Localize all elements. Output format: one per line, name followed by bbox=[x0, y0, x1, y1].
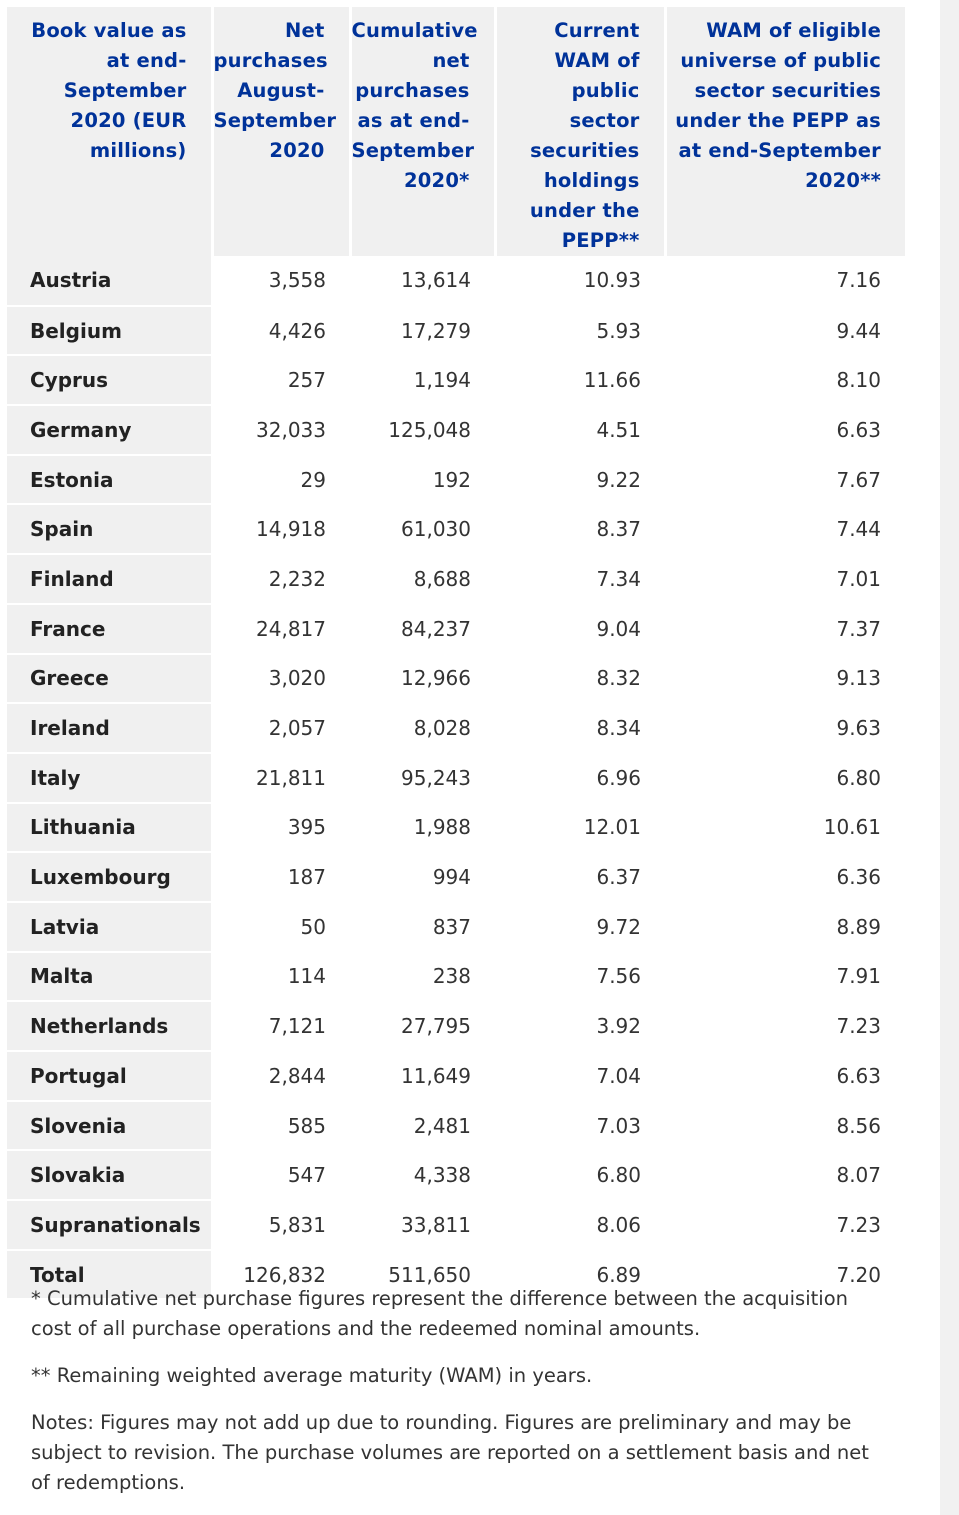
table-row bbox=[7, 852, 905, 902]
country-cell: Cyprus bbox=[7, 355, 212, 405]
net-purchases-cell: 2,057 bbox=[212, 703, 350, 753]
header-cumulative-net-purchases: Cumulative net purchases as at end-September 2020* bbox=[350, 7, 495, 256]
wam-universe-cell: 7.01 bbox=[665, 554, 905, 604]
country-cell: Estonia bbox=[7, 455, 212, 505]
net-purchases-cell: 21,811 bbox=[212, 753, 350, 803]
footnote-cumulative: * Cumulative net purchase figures represent the difference between the acquisition cost of all purchase operations and the redeemed nominal amounts. bbox=[31, 1287, 848, 1340]
wam-universe-cell: 7.23 bbox=[665, 1200, 905, 1250]
table-body bbox=[7, 256, 905, 1299]
cumulative-cell: 8,688 bbox=[350, 554, 495, 604]
pepp-holdings-table bbox=[7, 7, 905, 1300]
wam-holdings-cell: 10.93 bbox=[495, 256, 665, 306]
cumulative-cell: 994 bbox=[350, 852, 495, 902]
net-purchases-cell: 32,033 bbox=[212, 405, 350, 455]
country-cell: Latvia bbox=[7, 902, 212, 952]
wam-universe-cell: 7.20 bbox=[665, 1250, 905, 1300]
cumulative-cell: 11,649 bbox=[350, 1051, 495, 1101]
wam-universe-cell: 7.91 bbox=[665, 952, 905, 1002]
cumulative-cell: 837 bbox=[350, 902, 495, 952]
net-purchases-cell: 4,426 bbox=[212, 306, 350, 356]
cumulative-cell: 4,338 bbox=[350, 1150, 495, 1200]
wam-holdings-cell: 9.22 bbox=[495, 455, 665, 505]
wam-universe-cell: 8.89 bbox=[665, 902, 905, 952]
table-row bbox=[7, 753, 905, 803]
wam-holdings-cell: 7.03 bbox=[495, 1101, 665, 1151]
table-row bbox=[7, 306, 905, 356]
header-current-wam: Current WAM of public sector securities holdings under the PEPP** bbox=[495, 7, 665, 256]
table-row bbox=[7, 1001, 905, 1051]
net-purchases-cell: 2,232 bbox=[212, 554, 350, 604]
cumulative-cell: 13,614 bbox=[350, 256, 495, 306]
country-cell: Luxembourg bbox=[7, 852, 212, 902]
wam-holdings-cell: 6.80 bbox=[495, 1150, 665, 1200]
table-row bbox=[7, 703, 905, 753]
cumulative-cell: 192 bbox=[350, 455, 495, 505]
wam-universe-cell: 6.63 bbox=[665, 1051, 905, 1101]
wam-universe-cell: 7.44 bbox=[665, 504, 905, 554]
wam-holdings-cell: 3.92 bbox=[495, 1001, 665, 1051]
cumulative-cell: 1,194 bbox=[350, 355, 495, 405]
table-row bbox=[7, 455, 905, 505]
table-row bbox=[7, 256, 905, 306]
wam-universe-cell: 8.56 bbox=[665, 1101, 905, 1151]
country-cell: Belgium bbox=[7, 306, 212, 356]
wam-holdings-cell: 4.51 bbox=[495, 405, 665, 455]
table-row bbox=[7, 355, 905, 405]
country-cell: Ireland bbox=[7, 703, 212, 753]
net-purchases-cell: 3,020 bbox=[212, 654, 350, 704]
cumulative-cell: 61,030 bbox=[350, 504, 495, 554]
net-purchases-cell: 257 bbox=[212, 355, 350, 405]
table-row bbox=[7, 803, 905, 853]
wam-holdings-cell: 6.96 bbox=[495, 753, 665, 803]
net-purchases-cell: 3,558 bbox=[212, 256, 350, 306]
wam-universe-cell: 6.36 bbox=[665, 852, 905, 902]
country-cell: Greece bbox=[7, 654, 212, 704]
country-cell: Slovenia bbox=[7, 1101, 212, 1151]
wam-holdings-cell: 12.01 bbox=[495, 803, 665, 853]
wam-holdings-cell: 7.04 bbox=[495, 1051, 665, 1101]
footnote-notes: Notes: Figures may not add up due to rounding. Figures are preliminary and may be subject to revision. The purchase volumes are reported on a settlement basis and net of redemptions. bbox=[31, 1411, 869, 1494]
net-purchases-cell: 126,832 bbox=[212, 1250, 350, 1300]
cumulative-cell: 2,481 bbox=[350, 1101, 495, 1151]
cumulative-cell: 125,048 bbox=[350, 405, 495, 455]
wam-holdings-cell: 9.04 bbox=[495, 604, 665, 654]
wam-holdings-cell: 9.72 bbox=[495, 902, 665, 952]
country-cell: Supranationals bbox=[7, 1200, 212, 1250]
wam-holdings-cell: 8.06 bbox=[495, 1200, 665, 1250]
country-cell: France bbox=[7, 604, 212, 654]
wam-holdings-cell: 8.34 bbox=[495, 703, 665, 753]
table-row bbox=[7, 604, 905, 654]
wam-holdings-cell: 8.37 bbox=[495, 504, 665, 554]
header-wam-eligible-universe: WAM of eligible universe of public sector securities under the PEPP as at end-September 2020** bbox=[665, 7, 905, 256]
table-row bbox=[7, 1101, 905, 1151]
cumulative-cell: 17,279 bbox=[350, 306, 495, 356]
table-row bbox=[7, 1200, 905, 1250]
country-cell: Italy bbox=[7, 753, 212, 803]
cumulative-cell: 95,243 bbox=[350, 753, 495, 803]
wam-holdings-cell: 8.32 bbox=[495, 654, 665, 704]
wam-holdings-cell: 7.34 bbox=[495, 554, 665, 604]
cumulative-cell: 12,966 bbox=[350, 654, 495, 704]
net-purchases-cell: 7,121 bbox=[212, 1001, 350, 1051]
table-row bbox=[7, 504, 905, 554]
wam-universe-cell: 7.67 bbox=[665, 455, 905, 505]
net-purchases-cell: 187 bbox=[212, 852, 350, 902]
cumulative-cell: 1,988 bbox=[350, 803, 495, 853]
cumulative-cell: 238 bbox=[350, 952, 495, 1002]
table-row bbox=[7, 902, 905, 952]
cumulative-cell: 33,811 bbox=[350, 1200, 495, 1250]
country-cell: Slovakia bbox=[7, 1150, 212, 1200]
country-cell: Austria bbox=[7, 256, 212, 306]
net-purchases-cell: 50 bbox=[212, 902, 350, 952]
wam-universe-cell: 7.23 bbox=[665, 1001, 905, 1051]
footnotes bbox=[31, 1284, 881, 1515]
net-purchases-cell: 547 bbox=[212, 1150, 350, 1200]
wam-universe-cell: 6.80 bbox=[665, 753, 905, 803]
net-purchases-cell: 24,817 bbox=[212, 604, 350, 654]
table-row bbox=[7, 1150, 905, 1200]
net-purchases-cell: 14,918 bbox=[212, 504, 350, 554]
wam-holdings-cell: 6.89 bbox=[495, 1250, 665, 1300]
wam-holdings-cell: 5.93 bbox=[495, 306, 665, 356]
wam-universe-cell: 7.16 bbox=[665, 256, 905, 306]
wam-holdings-cell: 6.37 bbox=[495, 852, 665, 902]
cumulative-cell: 27,795 bbox=[350, 1001, 495, 1051]
net-purchases-cell: 585 bbox=[212, 1101, 350, 1151]
country-cell: Portugal bbox=[7, 1051, 212, 1101]
wam-universe-cell: 10.61 bbox=[665, 803, 905, 853]
cumulative-cell: 511,650 bbox=[350, 1250, 495, 1300]
country-cell: Lithuania bbox=[7, 803, 212, 853]
wam-universe-cell: 9.44 bbox=[665, 306, 905, 356]
net-purchases-cell: 2,844 bbox=[212, 1051, 350, 1101]
country-cell: Malta bbox=[7, 952, 212, 1002]
wam-universe-cell: 9.13 bbox=[665, 654, 905, 704]
wam-universe-cell: 6.63 bbox=[665, 405, 905, 455]
header-book-value: Book value as at end-September 2020 (EUR millions) bbox=[7, 7, 212, 256]
wam-universe-cell: 8.10 bbox=[665, 355, 905, 405]
country-cell: Spain bbox=[7, 504, 212, 554]
wam-holdings-cell: 11.66 bbox=[495, 355, 665, 405]
scrollbar-track[interactable] bbox=[940, 0, 959, 1515]
header-net-purchases: Net purchases August-September 2020 bbox=[212, 7, 350, 256]
country-cell: Total bbox=[7, 1250, 212, 1300]
net-purchases-cell: 5,831 bbox=[212, 1200, 350, 1250]
table-header-row bbox=[7, 7, 905, 256]
cumulative-cell: 8,028 bbox=[350, 703, 495, 753]
country-cell: Netherlands bbox=[7, 1001, 212, 1051]
footnote-wam: ** Remaining weighted average maturity (WAM) in years. bbox=[31, 1364, 593, 1387]
country-cell: Germany bbox=[7, 405, 212, 455]
wam-holdings-cell: 7.56 bbox=[495, 952, 665, 1002]
wam-universe-cell: 7.37 bbox=[665, 604, 905, 654]
country-cell: Finland bbox=[7, 554, 212, 604]
wam-universe-cell: 8.07 bbox=[665, 1150, 905, 1200]
table-row bbox=[7, 405, 905, 455]
table-row bbox=[7, 554, 905, 604]
table-row bbox=[7, 1051, 905, 1101]
net-purchases-cell: 29 bbox=[212, 455, 350, 505]
table-row bbox=[7, 952, 905, 1002]
table-row bbox=[7, 654, 905, 704]
net-purchases-cell: 395 bbox=[212, 803, 350, 853]
cumulative-cell: 84,237 bbox=[350, 604, 495, 654]
wam-universe-cell: 9.63 bbox=[665, 703, 905, 753]
net-purchases-cell: 114 bbox=[212, 952, 350, 1002]
